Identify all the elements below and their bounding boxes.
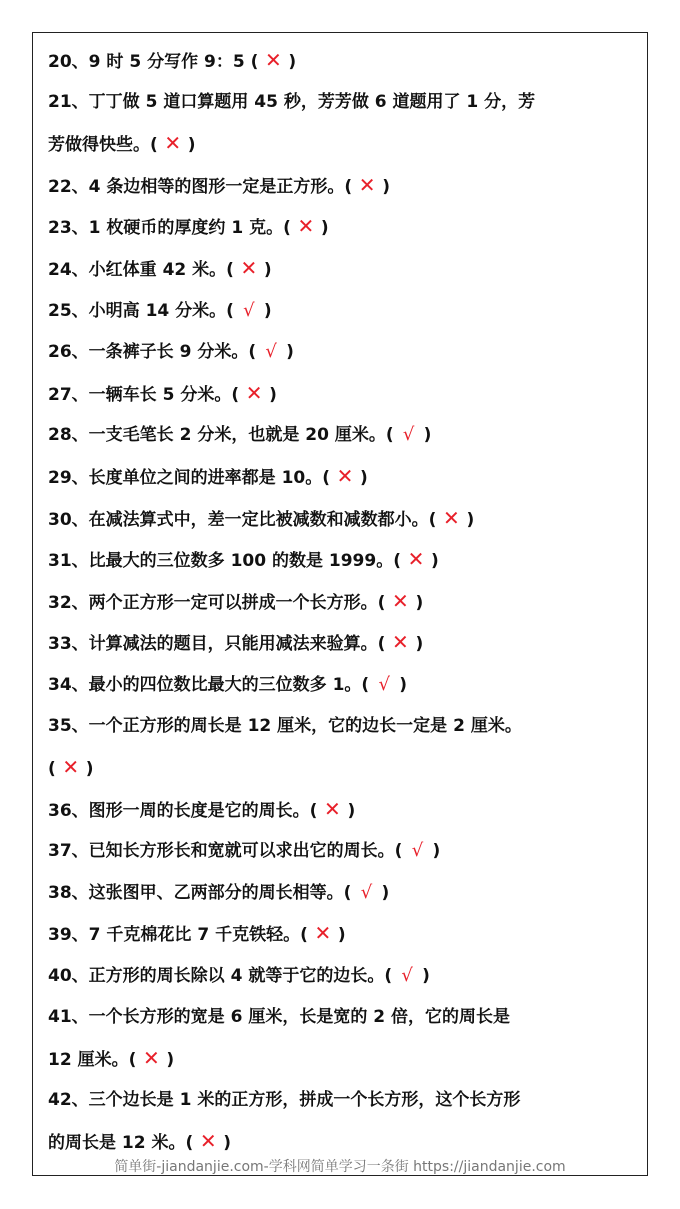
cross-mark-icon: ✕ <box>358 172 376 197</box>
question-text: 25、小明高 14 分米。( <box>48 300 234 321</box>
footer-watermark: 简单街-jiandanjie.com-学科网简单学习一条街 https://jiandanjie.com <box>114 1159 566 1175</box>
question-line <box>48 1080 640 1122</box>
question-text: 20、9 时 5 分写作 9：5 ( <box>48 52 259 72</box>
closing-paren: ) <box>263 259 272 280</box>
question-text: 31、比最大的三位数多 100 的数是 1999。( <box>48 551 401 572</box>
question-text: 39、7 千克棉花比 7 千克铁轻。( <box>48 925 308 946</box>
question-text: 35、一个正方形的周长是 12 厘米，它的边长一定是 2 厘米。 <box>48 715 522 736</box>
closing-paren: ) <box>337 925 346 946</box>
question-text: 26、一条裤子长 9 分米。( <box>48 342 257 363</box>
question-text: 24、小红体重 42 米。( <box>48 259 234 280</box>
closing-paren: ) <box>430 551 439 572</box>
cross-mark-icon: ✕ <box>407 547 425 572</box>
question-list <box>48 40 640 1163</box>
closing-paren: ) <box>166 1050 175 1071</box>
question-text: 27、一辆车长 5 分米。( <box>48 384 240 405</box>
question-text: 37、已知长方形长和宽就可以求出它的周长。( <box>48 841 403 862</box>
closing-paren: ) <box>320 218 329 239</box>
question-line <box>48 248 640 290</box>
question-line <box>48 830 640 872</box>
cross-mark-icon: ✕ <box>142 1046 160 1071</box>
question-text: 21、丁丁做 5 道口算题用 45 秒，芳芳做 6 道题用了 1 分，芳 <box>48 91 536 112</box>
cross-mark-icon: ✕ <box>62 755 80 780</box>
closing-paren: ) <box>466 509 475 530</box>
question-line <box>48 664 640 706</box>
check-mark-icon: √ <box>411 840 424 862</box>
cross-mark-icon: ✕ <box>314 921 332 946</box>
question-line <box>48 290 640 332</box>
question-text: 32、两个正方形一定可以拼成一个长方形。( <box>48 592 386 613</box>
question-line <box>48 498 640 540</box>
check-mark-icon: √ <box>402 424 415 446</box>
question-text: 42、三个边长是 1 米的正方形，拼成一个长方形，这个长方形 <box>48 1089 521 1110</box>
cross-mark-icon: ✕ <box>324 796 341 821</box>
closing-paren: ) <box>399 674 407 695</box>
closing-paren: ) <box>432 841 441 862</box>
question-text: 38、这张图甲、乙两部分的周长相等。( <box>48 882 352 903</box>
question-line <box>48 40 640 82</box>
closing-paren: ) <box>223 1133 232 1154</box>
check-mark-icon: √ <box>265 341 277 363</box>
closing-paren: ) <box>85 759 94 780</box>
question-line <box>48 331 640 373</box>
question-line <box>48 872 640 914</box>
question-line <box>48 82 640 124</box>
question-text: 的周长是 12 米。( <box>48 1133 194 1154</box>
question-line <box>48 1038 640 1080</box>
check-mark-icon: √ <box>401 965 413 987</box>
cross-mark-icon: ✕ <box>392 630 409 655</box>
cross-mark-icon: ✕ <box>443 505 460 530</box>
closing-paren: ) <box>415 634 424 655</box>
closing-paren: ) <box>187 135 196 156</box>
question-line <box>48 206 640 248</box>
question-text: 28、一支毛笔长 2 分米，也就是 20 厘米。( <box>48 425 394 446</box>
question-line <box>48 789 640 831</box>
cross-mark-icon: ✕ <box>297 214 315 239</box>
closing-paren: ) <box>286 342 294 363</box>
closing-paren: ) <box>423 425 432 446</box>
check-mark-icon: √ <box>360 881 373 903</box>
question-text: 34、最小的四位数比最大的三位数多 1。( <box>48 674 370 695</box>
cross-mark-icon: ✕ <box>264 48 282 72</box>
cross-mark-icon: ✕ <box>336 463 354 488</box>
question-line <box>48 997 640 1039</box>
question-line <box>48 373 640 415</box>
closing-paren: ) <box>360 467 368 488</box>
question-text: 12 厘米。( <box>48 1050 137 1071</box>
closing-paren: ) <box>381 882 390 903</box>
question-text: 33、计算减法的题目，只能用减法来验算。( <box>48 634 386 655</box>
question-text: 23、1 枚硬币的厚度约 1 克。( <box>48 218 291 239</box>
check-mark-icon: √ <box>378 673 390 695</box>
question-line <box>48 581 640 623</box>
question-line <box>48 456 640 498</box>
question-line <box>48 539 640 581</box>
question-line <box>48 747 640 789</box>
cross-mark-icon: ✕ <box>164 131 182 156</box>
cross-mark-icon: ✕ <box>240 255 258 280</box>
closing-paren: ) <box>263 300 272 321</box>
question-text: 41、一个长方形的宽是 6 厘米，长是宽的 2 倍，它的周长是 <box>48 1006 510 1027</box>
question-line <box>48 913 640 955</box>
question-line <box>48 706 640 748</box>
closing-paren: ) <box>269 384 277 405</box>
check-mark-icon: √ <box>243 299 255 321</box>
closing-paren: ) <box>382 176 390 197</box>
question-line <box>48 165 640 207</box>
question-line <box>48 414 640 456</box>
cross-mark-icon: ✕ <box>392 588 409 613</box>
question-line <box>48 955 640 997</box>
closing-paren: ) <box>422 966 430 987</box>
question-text: ( <box>48 759 56 780</box>
question-text: 30、在减法算式中，差一定比被减数和减数都小。( <box>48 509 437 530</box>
question-text: 29、长度单位之间的进率都是 10。( <box>48 467 331 488</box>
question-text: 36、图形一周的长度是它的周长。( <box>48 800 318 821</box>
question-text: 40、正方形的周长除以 4 就等于它的边长。( <box>48 966 393 987</box>
closing-paren: ) <box>288 52 297 72</box>
question-text: 22、4 条边相等的图形一定是正方形。( <box>48 176 353 197</box>
closing-paren: ) <box>347 800 356 821</box>
closing-paren: ) <box>415 592 424 613</box>
question-text: 芳做得快些。( <box>48 135 158 156</box>
question-line <box>48 622 640 664</box>
cross-mark-icon: ✕ <box>245 380 263 405</box>
question-line <box>48 123 640 165</box>
cross-mark-icon: ✕ <box>199 1129 217 1154</box>
